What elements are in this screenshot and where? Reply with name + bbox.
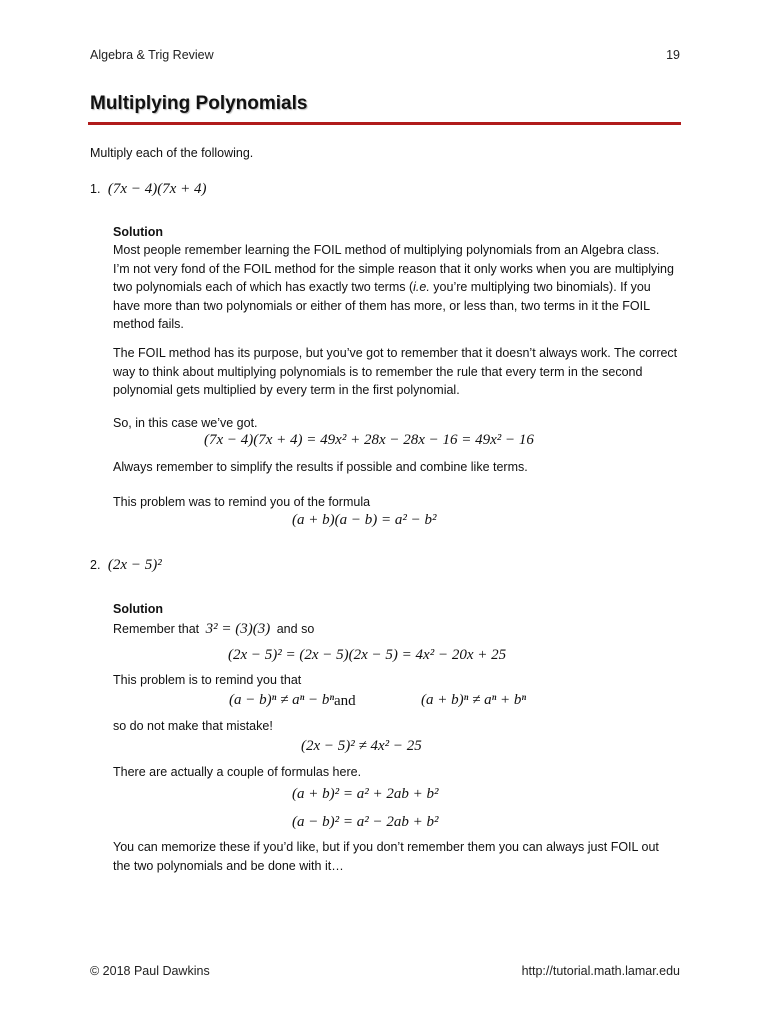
problem-1-expression: (7x − 4)(7x + 4) (107, 181, 207, 197)
problem-1-solution-heading: Solution (113, 225, 163, 239)
problem-2-inequality-2: (a + b)ⁿ ≠ aⁿ + bⁿ (421, 692, 527, 708)
problem-2-solution-heading: Solution (113, 602, 163, 616)
page-number: 19 (666, 48, 680, 62)
problem-2-heading (90, 557, 162, 574)
problem-1-paragraph-5: This problem was to remind you of the formula (113, 495, 371, 509)
remember-text-a: Remember that (113, 622, 200, 636)
page-title: Multiplying Polynomials (90, 93, 308, 114)
problem-2-formula-1: (a + b)² = a² + 2ab + b² (292, 786, 439, 802)
page-footer (90, 964, 680, 978)
site-url[interactable]: http://tutorial.math.lamar.edu (521, 964, 680, 978)
running-header (90, 48, 680, 62)
problem-2-paragraph-2: so do not make that mistake! (113, 719, 273, 733)
problem-1-heading (90, 181, 206, 198)
problem-2-paragraph-4: You can memorize these if you’d like, but if you don’t remember them you can always just FOIL out the two polynomials and be done with it… (113, 840, 659, 873)
problem-1-work: (7x − 4)(7x + 4) = 49x² + 28x − 28x − 16 = 49x² − 16 (204, 432, 534, 448)
problem-2-mistake: (2x − 5)² ≠ 4x² − 25 (301, 738, 422, 754)
problem-2-label: 2. (90, 558, 101, 572)
problem-1-label: 1. (90, 182, 101, 196)
problem-2-work: (2x − 5)² = (2x − 5)(2x − 5) = 4x² − 20x + 25 (228, 647, 507, 663)
copyright: © 2018 Paul Dawkins (90, 964, 210, 978)
remember-math: 3² = (3)(3) (205, 621, 271, 637)
problem-2-paragraph-1: This problem is to remind you that (113, 673, 302, 687)
and-word: and (334, 693, 356, 709)
remember-text-b: and so (276, 622, 315, 636)
problem-1-formula: (a + b)(a − b) = a² − b² (292, 512, 437, 528)
instruction-text: Multiply each of the following. (90, 146, 254, 160)
problem-1-paragraph-1-part-b: you’re multiplying two binomials). If you have more than two polynomials or either of them has more, or less than, two terms in it the FOIL method fails. (113, 280, 651, 331)
problem-2-formula-2: (a − b)² = a² − 2ab + b² (292, 814, 439, 830)
title-underline (88, 122, 681, 125)
problem-2-expression: (2x − 5)² (107, 557, 162, 573)
problem-2-paragraph-3: There are actually a couple of formulas here. (113, 765, 362, 779)
ie-abbreviation: i.e. (413, 280, 430, 294)
problem-1-paragraph-2: The FOIL method has its purpose, but you’ve got to remember that it doesn’t always work. The correct way to think about multiplying polynomials is to remember the rule that every term in the second polynomial gets multiplied by every term in the first polynomial. (113, 346, 678, 397)
problem-1-paragraph-4: Always remember to simplify the results if possible and combine like terms. (113, 460, 528, 474)
problem-1-paragraph-1-part-a: Most people remember learning the FOIL method of multiplying polynomials from an Algebra class. I’m not very fond of the FOIL method for the simple reason that it only works when you are multiplying two polynomials each of which has exactly two terms ( (113, 243, 674, 294)
problem-1-paragraph-1 (113, 241, 678, 334)
problem-2-inequality-1: (a − b)ⁿ ≠ aⁿ − bⁿ (229, 692, 335, 708)
problem-1-paragraph-3: So, in this case we’ve got. (113, 416, 258, 430)
header-title: Algebra & Trig Review (90, 48, 214, 62)
problem-2-remember-line (113, 620, 678, 639)
